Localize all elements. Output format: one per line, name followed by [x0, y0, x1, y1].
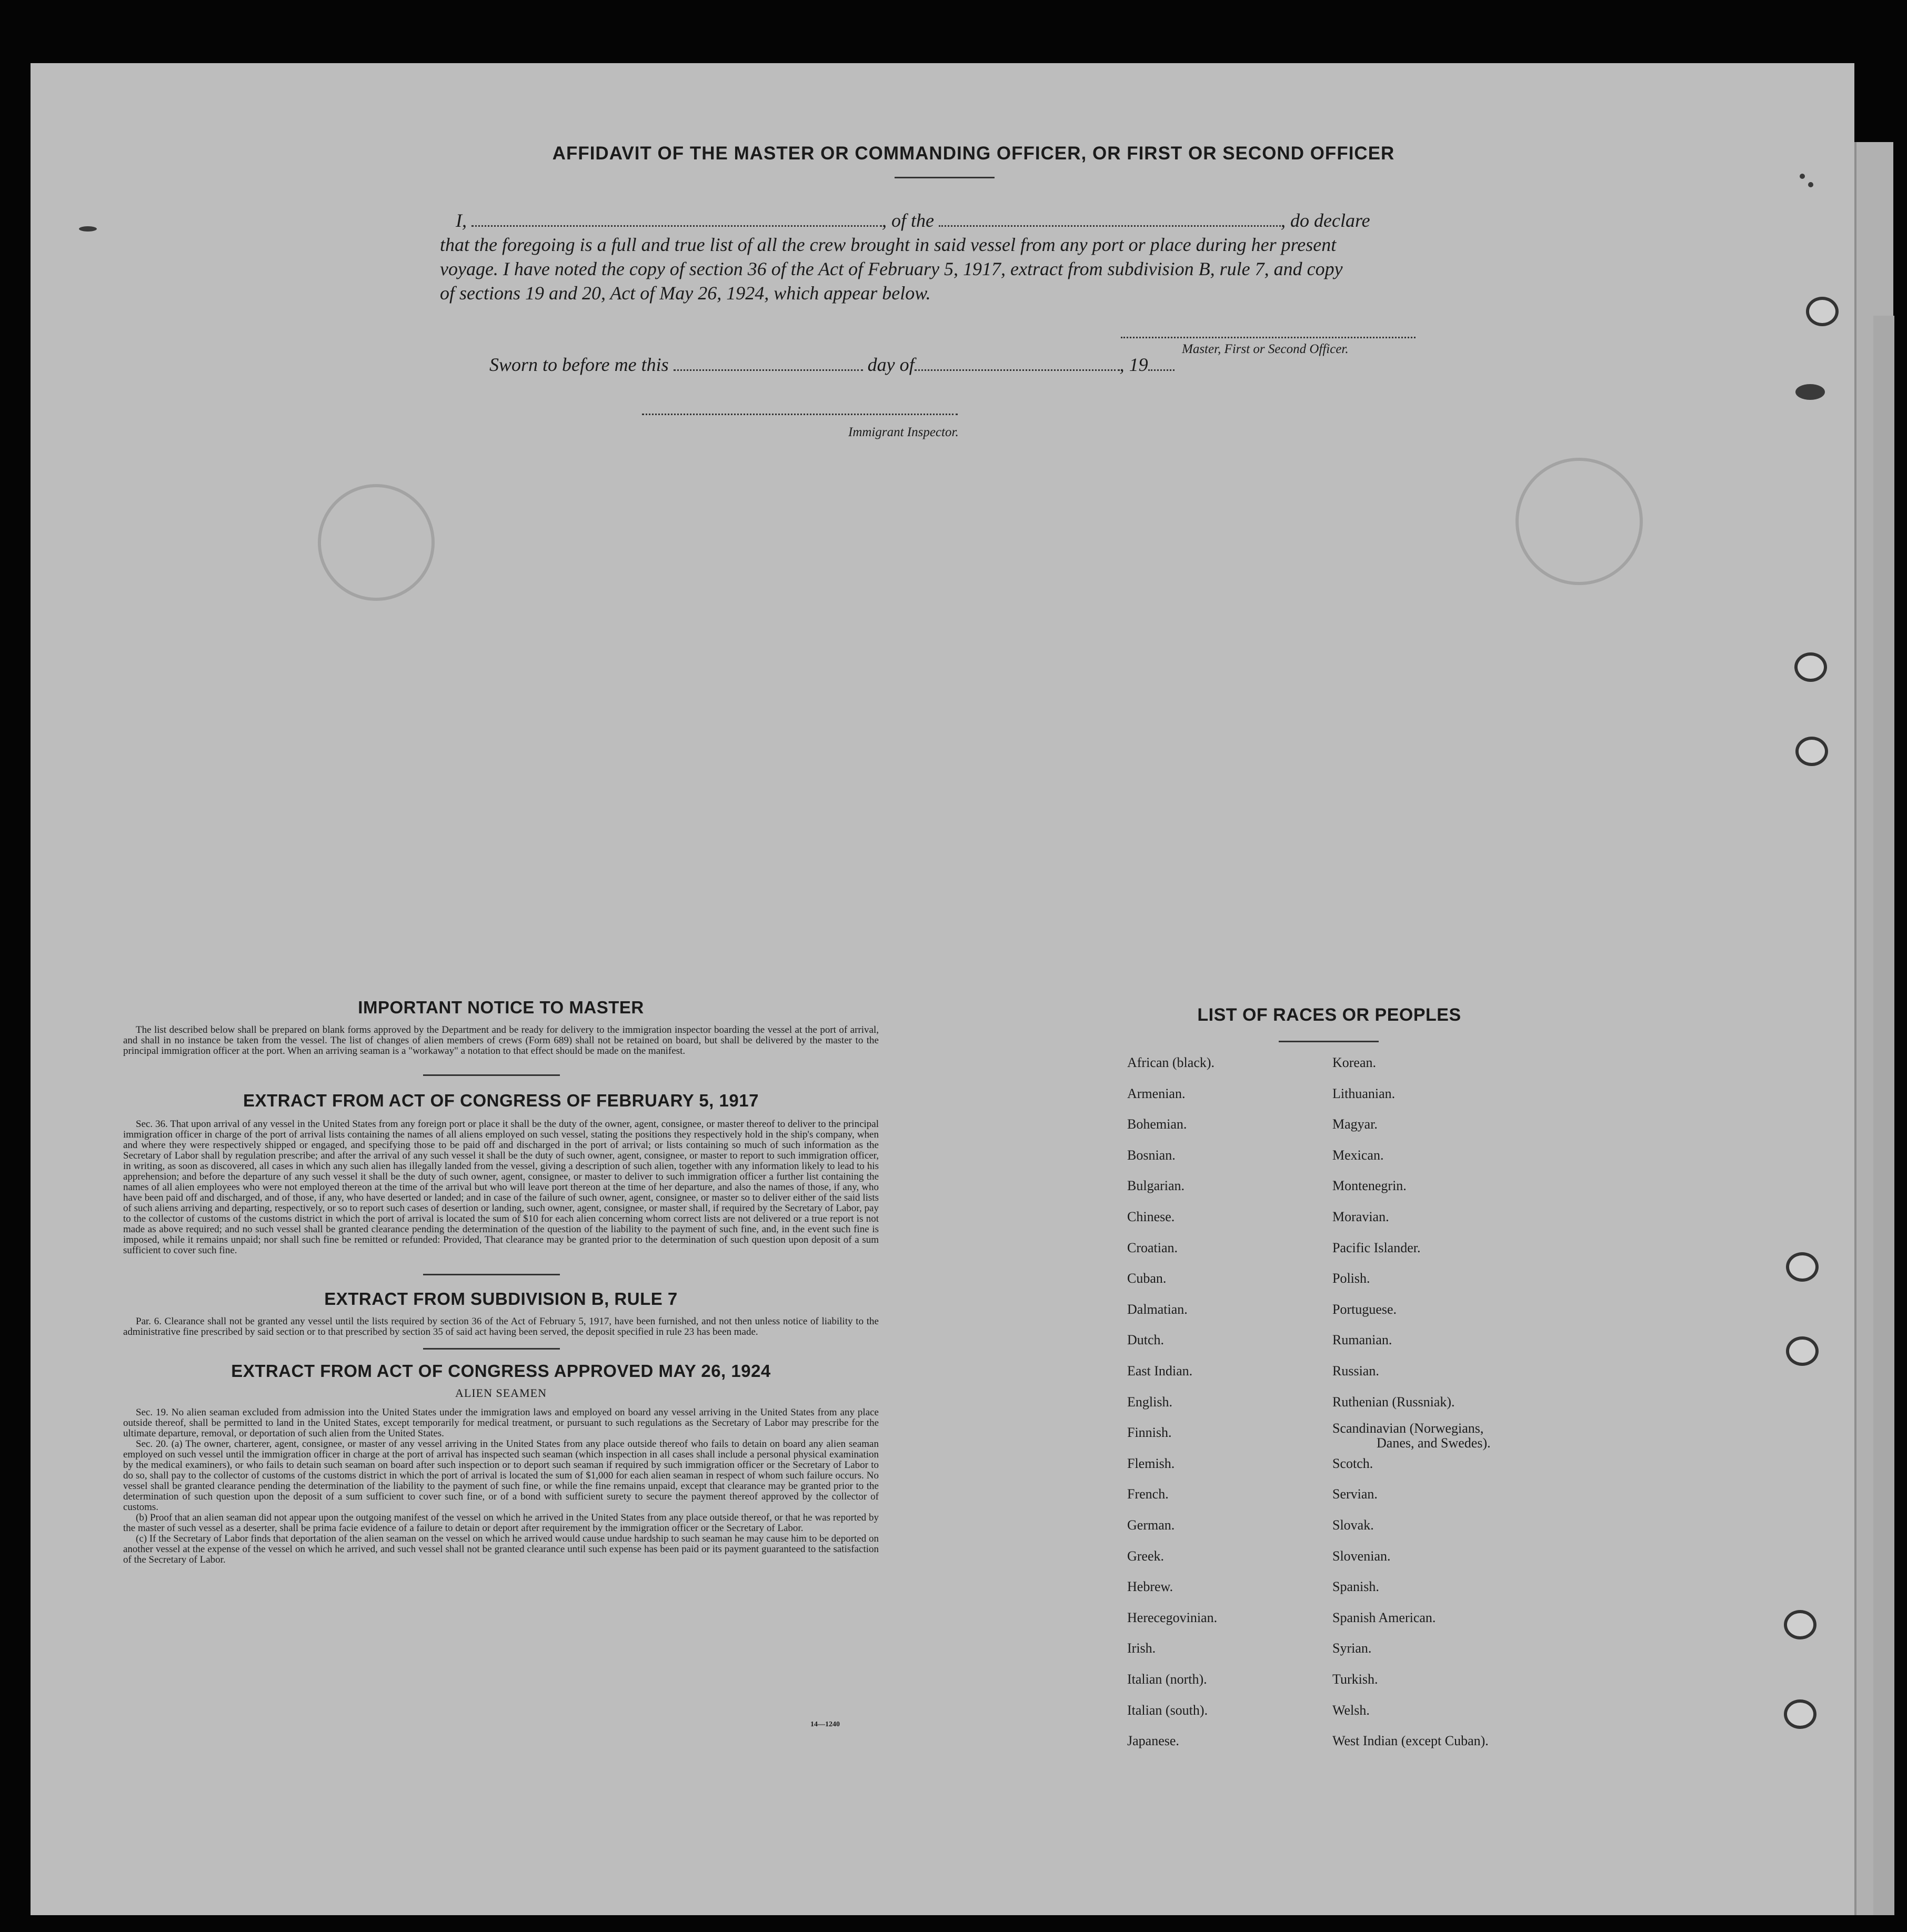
race-item: Scandinavian (Norwegians, — [1332, 1421, 1484, 1436]
race-item: Portuguese. — [1332, 1301, 1397, 1317]
race-item: Croatian. — [1127, 1240, 1178, 1255]
race-item: French. — [1127, 1486, 1169, 1502]
binder-hole — [1784, 1610, 1816, 1639]
sworn-prefix: Sworn to before me this — [489, 354, 669, 375]
race-item: Chinese. — [1127, 1209, 1175, 1224]
affidavit-of-the: , of the — [882, 210, 934, 231]
affidavit-line-2: that the foregoing is a full and true list of all the crew brought in said vessel from any port or place during her present — [440, 234, 1337, 255]
race-item: Korean. — [1332, 1055, 1377, 1070]
affidavit-declare: , do declare — [1280, 210, 1370, 231]
extract-1917-title: EXTRACT FROM ACT OF CONGRESS OF FEBRUARY 5, 1917 — [243, 1091, 759, 1110]
master-signature-line[interactable] — [1121, 337, 1416, 338]
race-item: West Indian (except Cuban). — [1332, 1733, 1489, 1749]
affidavit-i: I, — [456, 210, 467, 231]
inspector-signature-line[interactable] — [642, 414, 958, 415]
ink-mark — [1808, 182, 1813, 187]
sworn-day-label: day of — [867, 354, 915, 375]
faint-stamp-right — [1515, 458, 1643, 585]
race-item: Bulgarian. — [1127, 1178, 1185, 1194]
race-item: Servian. — [1332, 1486, 1378, 1502]
section-divider — [423, 1074, 560, 1076]
race-item: Cuban. — [1127, 1271, 1167, 1286]
section-divider — [423, 1348, 560, 1350]
legal-notices — [123, 998, 879, 1565]
race-item: Russian. — [1332, 1363, 1379, 1378]
master-signature-label: Master, First or Second Officer. — [1182, 342, 1349, 356]
race-item: Dutch. — [1127, 1332, 1165, 1348]
extract-1924-text — [123, 1407, 879, 1565]
vessel-blank[interactable] — [939, 225, 1281, 227]
inspector-signature-label: Immigrant Inspector. — [848, 425, 959, 439]
title-divider — [895, 177, 995, 178]
sec20b-paragraph: (b) Proof that an alien seaman did not appear upon the outgoing manifest of the vessel on which he arrived in the United States from any place outside thereof, or that he was reported by the master of such vessel as a deserter, shall be prima facie evidence of a failure to detain or deport after requirement by the immigration officer or the Secretary of Labor. — [123, 1512, 879, 1534]
notice-paragraph: The list described below shall be prepared on blank forms approved by the Department and be ready for delivery to the immigration inspector boarding the vessel at the port of arrival, and shall in no instance be taken from the vessel. The list of changes of alien members of crews (Form 689) shall not be retained on board, but shall be delivered by the master to the principal immigration officer at the port. When an arriving seaman is a "workaway" a notation to that effect should be made on the manifest. — [123, 1024, 879, 1056]
race-item: Greek. — [1127, 1548, 1165, 1564]
race-item: Flemish. — [1127, 1455, 1175, 1471]
alien-seamen-subtitle: ALIEN SEAMEN — [455, 1386, 547, 1400]
race-item-continuation: Danes, and Swedes). — [1377, 1435, 1491, 1451]
race-item: Montenegrin. — [1332, 1178, 1407, 1194]
sworn-day-blank[interactable] — [674, 369, 863, 371]
sworn-line — [489, 354, 1175, 376]
races-title: LIST OF RACES OR PEOPLES — [1197, 1005, 1461, 1025]
race-item: Japanese. — [1127, 1733, 1179, 1749]
race-item: Finnish. — [1127, 1425, 1172, 1441]
binder-hole — [1786, 1252, 1819, 1282]
extract-1924-title: EXTRACT FROM ACT OF CONGRESS APPROVED MAY 26, 1924 — [231, 1361, 771, 1381]
sec20c-paragraph: (c) If the Secretary of Labor finds that deportation of the alien seaman on the vessel on which he arrived would cause undue hardship to such seaman he may cause him to be deported on another vessel at the expense of the vessel on which he arrived, and such vessel shall not be granted clearance until such expense has been paid or its payment guaranteed to the satisfaction of the Secretary of Labor. — [123, 1533, 879, 1565]
sworn-year: , 19 — [1119, 354, 1148, 375]
race-item: African (black). — [1127, 1055, 1215, 1070]
binder-hole — [1795, 737, 1828, 766]
sec19-paragraph: Sec. 19. No alien seaman excluded from admission into the United States under the immigration laws and employed on board any vessel arriving in the United States from any place outside thereof, shall be permitted to land in the United States, except temporarily for medical treatment, or pursuant to such regulations as the Secretary of Labor may prescribe for the ultimate departure, removal, or deportation of such alien from the United States. — [123, 1407, 879, 1439]
race-item: Armenian. — [1127, 1085, 1186, 1101]
binder-hole — [1786, 1336, 1819, 1366]
race-item: Turkish. — [1332, 1672, 1378, 1687]
race-item: English. — [1127, 1394, 1172, 1410]
race-item: Lithuanian. — [1332, 1085, 1396, 1101]
rule7-title: EXTRACT FROM SUBDIVISION B, RULE 7 — [324, 1289, 678, 1309]
name-blank[interactable] — [471, 225, 882, 227]
notice-title: IMPORTANT NOTICE TO MASTER — [358, 998, 644, 1017]
rule7-paragraph: Par. 6. Clearance shall not be granted any vessel until the lists required by section 36 of the Act of February 5, 1917, have been furnished, and not then unless notice of liability to the administrative fine prescribed by said section or to that prescribed by section 35 of said act having been served, the deposit specified in rule 23 has been made. — [123, 1316, 879, 1337]
faint-stamp-left — [318, 484, 435, 601]
race-item: Moravian. — [1332, 1209, 1389, 1224]
race-item: Magyar. — [1332, 1116, 1378, 1132]
race-item: Scotch. — [1332, 1455, 1373, 1471]
race-item: Spanish. — [1332, 1579, 1379, 1595]
ink-mark — [79, 226, 97, 232]
sworn-month-blank[interactable] — [915, 369, 1120, 371]
extract-1917-paragraph: Sec. 36. That upon arrival of any vessel in the United States from any foreign port or place it shall be the duty of the owner, agent, consignee, or master thereof to deliver to the principal immigration officer in charge of the port of arrival lists containing the names of all aliens employed on such vessel, stating the positions they respectively hold in the ship's company, when and where they were respectively shipped or engaged, and specifying those to be paid off and discharged in the port of arrival; or lists containing so much of such information as the Secretary of Labor shall by regulation prescribe; and after the arrival of any such vessel it shall be the duty of such owner, agent, consignee, or master to report to such immigration officer, in writing, as soon as discovered, all cases in which any such alien has illegally landed from the vessel, giving a description of such alien, together with any information likely to lead to his apprehension; and before the departure of any such vessel it shall be the duty of such owner, agent, consignee, or master to deliver to such immigration officer a further list containing the names of all alien employees who were not employed thereon at the time of the arrival but who will leave port thereon at the time of her departure, and also the names of those, if any, who have been paid off and discharged, and of those, if any, who have deserted or landed; and in case of the failure of such owner, agent, consignee, or master so to deliver either of the said lists of such aliens arriving and departing, respectively, or so to report such cases of desertion or landing, such owner, agent, consignee, or master shall, if required by the Secretary of Labor, pay to the collector of customs of the customs district in which the port of arrival is located the sum of $10 for each alien concerning whom correct lists are not delivered or a true report is not made as above required; and no such vessel shall be granted clearance pending the determination of the question of the liability to the payment of such fine, and, in the event such fine is imposed, while it remains unpaid; nor shall such fine be remitted or refunded: Provided, That clearance may be granted prior to the determination of such question upon deposit of a sum sufficient to cover such fine. — [123, 1119, 879, 1256]
affidavit-body — [440, 208, 1452, 305]
race-item: Rumanian. — [1332, 1332, 1392, 1348]
race-item: Syrian. — [1332, 1641, 1372, 1656]
race-item: Bohemian. — [1127, 1116, 1187, 1132]
race-item: Slovenian. — [1332, 1548, 1391, 1564]
race-item: Ruthenian (Russniak). — [1332, 1394, 1455, 1410]
notice-text — [123, 1025, 879, 1056]
ink-mark — [1800, 174, 1805, 179]
race-item: Spanish American. — [1332, 1609, 1436, 1625]
section-divider — [423, 1274, 560, 1275]
race-item: Hebrew. — [1127, 1579, 1173, 1595]
affidavit-line-3: voyage. I have noted the copy of section 36 of the Act of February 5, 1917, extract from subdivision B, rule 7, and copy — [440, 258, 1343, 279]
extract-1917-text — [123, 1119, 879, 1256]
race-item: Irish. — [1127, 1641, 1156, 1656]
race-item: Pacific Islander. — [1332, 1240, 1421, 1255]
binder-hole — [1784, 1699, 1816, 1729]
races-divider — [1279, 1041, 1379, 1042]
underlying-sheet-edge-inner — [1873, 316, 1894, 1915]
race-item: East Indian. — [1127, 1363, 1193, 1378]
sworn-year-blank[interactable] — [1148, 369, 1175, 371]
race-item: Dalmatian. — [1127, 1301, 1188, 1317]
race-item: Mexican. — [1332, 1147, 1384, 1163]
sec20a-paragraph: Sec. 20. (a) The owner, charterer, agent, consignee, or master of any vessel arriving in the United States from any place outside thereof who fails to detain on board any alien seaman employed on such vessel until the immigration officer in charge at the port of arrival has inspected such seaman (which inspection in all cases shall include a personal physical examination by the medical examiners), or who fails to detain such seaman on board after such inspection or to deport such seaman if required by such immigration officer or the Secretary of Labor to do so, shall pay to the collector of customs of the customs district in which the port of arrival is located the sum of $1,000 for each alien seaman in respect of whom such failure occurs. No vessel shall be granted clearance pending the determination of the liability to the payment of such fine, or while the fine remains unpaid, except that clearance may be granted prior to the determination of such question upon the deposit of a sum sufficient to cover such fine, or of a bond with sufficient surety to secure the payment thereof approved by the collector of customs. — [123, 1438, 879, 1513]
race-item: Italian (south). — [1127, 1702, 1208, 1718]
rule7-text — [123, 1316, 879, 1337]
affidavit-line-1 — [440, 208, 1452, 233]
race-item: Italian (north). — [1127, 1672, 1207, 1687]
race-item: Polish. — [1332, 1271, 1370, 1286]
race-item: German. — [1127, 1517, 1175, 1533]
affidavit-line-4: of sections 19 and 20, Act of May 26, 1924, which appear below. — [440, 283, 931, 304]
ink-mark — [1795, 384, 1825, 400]
race-item: Bosnian. — [1127, 1147, 1176, 1163]
race-item: Slovak. — [1332, 1517, 1374, 1533]
form-number: 14—1240 — [810, 1720, 840, 1728]
race-item: Herecegovinian. — [1127, 1609, 1218, 1625]
race-item: Welsh. — [1332, 1702, 1370, 1718]
binder-hole — [1794, 652, 1827, 682]
affidavit-title: AFFIDAVIT OF THE MASTER OR COMMANDING OFFICER, OR FIRST OR SECOND OFFICER — [552, 143, 1395, 164]
binder-hole — [1806, 297, 1839, 326]
document-page — [31, 63, 1854, 1915]
